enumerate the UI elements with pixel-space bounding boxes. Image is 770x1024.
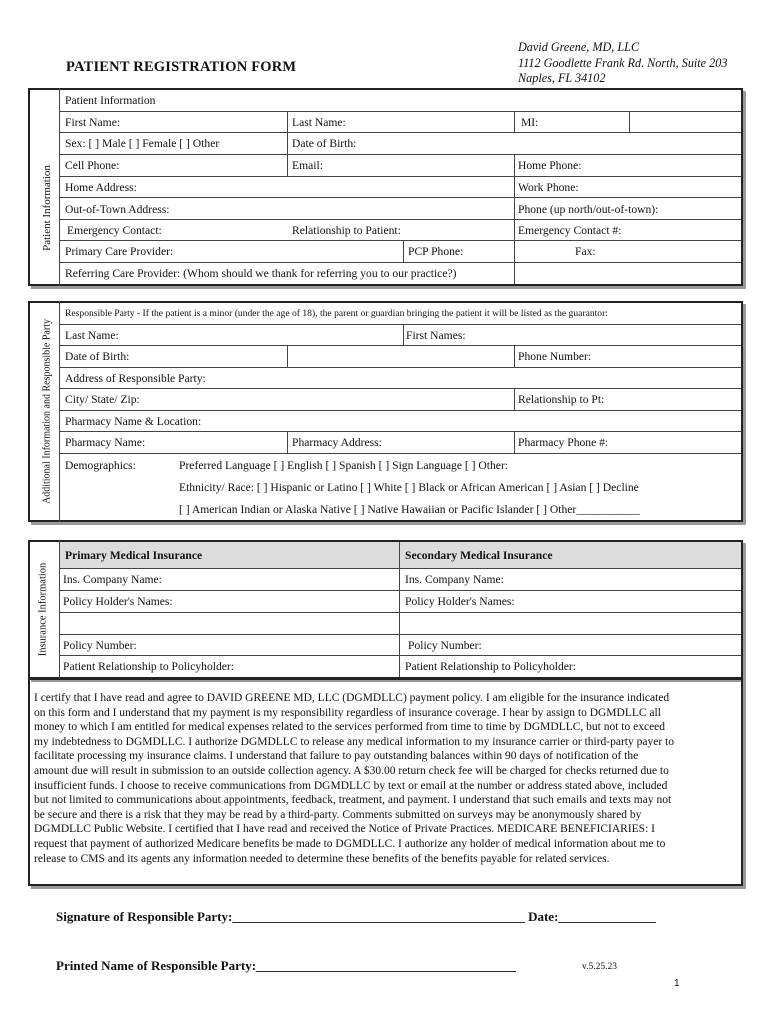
home-address-row [60,177,741,198]
secondary-ins-company-field[interactable]: Ins. Company Name: [405,573,504,586]
secondary-relationship-field[interactable]: Patient Relationship to Policyholder: [405,660,576,673]
ethnicity-field[interactable]: Ethnicity/ Race: [ ] Hispanic or Latino [ ] White [ ] Black or African American [ ] Asian [ ] Decline [179,481,639,494]
first-name-field[interactable]: First Name: [65,116,121,129]
dob-field[interactable]: Date of Birth: [292,137,357,150]
home-address-field[interactable]: Home Address: [65,181,137,194]
race-field[interactable]: [ ] American Indian or Alaska Native [ ] Native Hawaiian or Pacific Islander [ ] Other___________ [179,503,641,516]
signature-line[interactable]: Signature of Responsible Party:_____________________________________________ Date:_______________ [56,909,656,924]
consent-line: be secure and there is a risk that they may be read by a third-party. Comments submitted on surveys may be anonymously shared by [34,808,642,821]
responsible-relationship-field[interactable]: Relationship to Pt: [518,393,605,406]
out-of-town-address-field[interactable]: Out-of-Town Address: [65,203,170,216]
cell-phone-field[interactable]: Cell Phone: [65,159,120,172]
insurance-side-label: Insurance Information [37,562,49,657]
sex-row [60,133,741,155]
form-title: PATIENT REGISTRATION FORM [66,59,297,75]
practice-address [518,40,727,87]
work-phone-field[interactable]: Work Phone: [518,181,579,194]
policy-holder-row [60,591,741,613]
referring-provider-field[interactable]: Referring Care Provider: (Whom should we thank for referring you to our practice?) [65,267,457,280]
page-number: 1 [674,978,680,989]
responsible-side-label: Additional Information and Responsible Party [41,319,53,504]
primary-insurance-title: Primary Medical Insurance [65,549,203,562]
mi-field[interactable]: MI: [521,116,539,129]
preferred-language-field[interactable]: Preferred Language [ ] English [ ] Spanish [ ] Sign Language [ ] Other: [179,459,509,472]
consent-line: my indebtedness to DGMDLLC. I authorize DGMDLLC to release any medical information to my insurance carrier or third-party payer to [34,735,674,748]
name-row [60,112,741,133]
consent-paragraph [34,691,739,866]
responsible-last-name-field[interactable]: Last Name: [65,329,119,342]
consent-line: insufficient funds. I choose to receive communications from DGMDLLC by text or email at the number or address stated above, included [34,779,668,792]
pharmacy-phone-field[interactable]: Pharmacy Phone #: [518,436,609,449]
responsible-dob-field[interactable]: Date of Birth: [65,350,130,363]
emergency-row [60,220,741,241]
insurance-header-row [60,542,741,569]
practice-name: David Greene, MD, LLC [518,40,640,54]
patient-side-label: Patient Information [41,165,53,251]
responsible-grid [60,303,741,520]
emergency-contact-field[interactable]: Emergency Contact: [67,224,162,237]
responsible-name-row [60,325,741,346]
practice-city: Naples, FL 34102 [518,71,606,85]
practice-street: 1112 Goodlette Frank Rd. North, Suite 203 [518,55,728,70]
consent-line: facilitate processing my insurance claims. I understand that failure to pay outstanding balances within 90 days of notification of the [34,750,639,763]
sex-field[interactable]: Sex: [ ] Male [ ] Female [ ] Other [65,137,220,150]
emergency-contact-number-field[interactable]: Emergency Contact #: [518,224,622,237]
responsible-address-field[interactable]: Address of Responsible Party: [65,372,206,385]
pcp-field[interactable]: Primary Care Provider: [65,245,174,258]
fax-field[interactable]: Fax: [575,245,596,258]
demographics-block [60,454,741,520]
pharmacy-location-row [60,411,741,432]
consent-line: money to which I am entitled for medical expenses related to the services performed from time to time by DGMDLLC, but not to exceed [34,721,666,734]
policy-relationship-row [60,656,741,677]
secondary-policy-number-field[interactable]: Policy Number: [408,639,482,652]
primary-relationship-field[interactable]: Patient Relationship to Policyholder: [63,660,234,673]
demographics-label: Demographics: [65,459,136,472]
primary-policy-number-field[interactable]: Policy Number: [63,639,137,652]
pcp-phone-field[interactable]: PCP Phone: [408,245,464,258]
email-field[interactable]: Email: [292,159,323,172]
printed-name-line[interactable]: Printed Name of Responsible Party:________________________________________ [56,958,517,973]
form-version: v.5.25.23 [582,962,618,972]
patient-section-title: Patient Information [65,94,156,107]
responsible-intro-row [60,303,741,325]
patient-title-row [60,90,741,112]
phone-row [60,155,741,177]
responsible-city-field[interactable]: City/ State/ Zip: [65,393,140,406]
consent-line: release to CMS and its agents any information needed to determine these benefits of the benefits payable for related services. [34,852,610,865]
pharmacy-name-location-field[interactable]: Pharmacy Name & Location: [65,415,202,428]
referring-row [60,263,741,284]
responsible-intro: Responsible Party - If the patient is a minor (under the age of 18), the parent or guardian bringing the patient it will be listed as the guarantor: [65,308,608,319]
patient-grid [60,90,741,284]
consent-line: request that payment of authorized Medicare benefits be made to DGMDLLC. I authorize any holder of medical information about me to [34,837,666,850]
policy-number-row [60,635,741,656]
ins-company-row [60,569,741,591]
last-name-field[interactable]: Last Name: [292,116,346,129]
phone-up-north-field[interactable]: Phone (up north/out-of-town): [518,203,659,216]
pharmacy-name-field[interactable]: Pharmacy Name: [65,436,146,449]
relationship-to-patient-field[interactable]: Relationship to Patient: [292,224,401,237]
primary-policy-holder-field[interactable]: Policy Holder's Names: [63,595,173,608]
responsible-dob-row [60,346,741,368]
pharmacy-address-field[interactable]: Pharmacy Address: [292,436,382,449]
consent-line: I certify that I have read and agree to DAVID GREENE MD, LLC (DGMDLLC) payment policy. I am eligible for the insurance indicated [34,692,670,704]
out-of-town-row [60,198,741,220]
consent-line: DGMDLLC Public Website. I certified that I have read and received the Notice of Private Practices. MEDICARE BENEFICIARIES: I [34,823,655,836]
secondary-policy-holder-field[interactable]: Policy Holder's Names: [405,595,515,608]
primary-ins-company-field[interactable]: Ins. Company Name: [63,573,162,586]
responsible-address-row [60,368,741,389]
insurance-grid [60,542,741,677]
responsible-phone-field[interactable]: Phone Number: [518,350,592,363]
consent-line: amount due will result in submission to an outside collection agency. A $30.00 return check fee will be charged for checks returned due to [34,764,669,777]
responsible-city-row [60,389,741,411]
secondary-insurance-title: Secondary Medical Insurance [405,549,553,562]
pharmacy-row [60,432,741,454]
policy-holder-extra-row [60,613,741,635]
home-phone-field[interactable]: Home Phone: [518,159,582,172]
consent-line: but not limited to communications about appointments, feedback, treatment, and payment. I understand that such emails and texts may not [34,794,672,807]
pcp-row [60,241,741,263]
consent-line: on this form and I understand that my payment is my responsibility regardless of insurance coverage. I hear by assign to DGMDLLC all [34,706,661,719]
responsible-first-names-field[interactable]: First Names: [406,329,466,342]
